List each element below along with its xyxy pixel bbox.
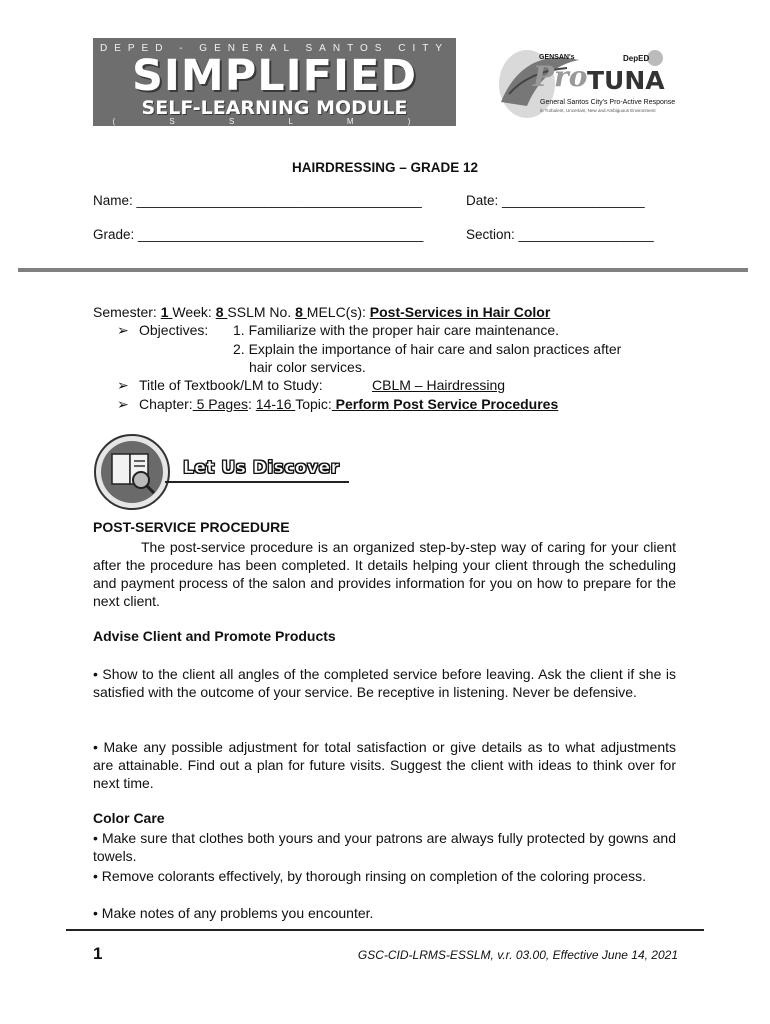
objective-2-cont: hair color services. xyxy=(249,359,366,375)
discover-title: Let Us Discover xyxy=(183,458,340,478)
topic-value: Perform Post Service Procedures xyxy=(331,396,559,412)
banner-acronym: ( S S L M ) xyxy=(112,117,437,126)
name-field[interactable]: Name: ______________________________________ xyxy=(93,193,422,208)
chapter-value: 5 xyxy=(192,396,209,412)
advise-bullet-2: • Make any possible adjustment for total satisfaction or give details as to what adjustments are attainable. Find out a plan for future visits. Suggest the client with ideas to think over for next time. xyxy=(93,739,676,791)
section-field[interactable]: Section: __________________ xyxy=(466,227,654,242)
grade-field[interactable]: Grade: ______________________________________ xyxy=(93,227,424,242)
banner-top-text: DEPED - GENERAL SANTOS CITY xyxy=(99,43,450,54)
date-field[interactable]: Date: ___________________ xyxy=(466,193,645,208)
objectives-line xyxy=(117,322,208,339)
sslm-label: SSLM No. xyxy=(227,304,296,320)
melc-label: MELC(s): xyxy=(306,304,370,320)
pages-value: 14-16 xyxy=(255,396,296,412)
semester-label: Semester: xyxy=(93,304,161,320)
heading-advise-client: Advise Client and Promote Products xyxy=(93,628,336,644)
objectives-label: Objectives: xyxy=(139,322,209,338)
arrow-bullet-icon: ➢ xyxy=(117,377,129,393)
semester-line xyxy=(93,304,550,320)
discover-book-icon xyxy=(93,433,171,511)
color-care-item-1: • Make sure that clothes both yours and your patrons are always fully protected by gowns and towels. xyxy=(93,830,676,864)
header-divider xyxy=(18,268,748,272)
sslm-value: 8 xyxy=(295,304,307,320)
semester-value: 1 xyxy=(160,304,173,320)
banner-title: SIMPLIFIED xyxy=(131,51,418,101)
footer-divider xyxy=(66,929,704,931)
discover-underline xyxy=(165,481,349,483)
week-label: Week: xyxy=(172,304,216,320)
logo-pro: Pro xyxy=(533,60,588,93)
logo-gensan: GENSAN's xyxy=(539,54,575,61)
chapter-label: Chapter: xyxy=(139,396,193,412)
color-care-item-2: • Remove colorants effectively, by thorough rinsing on completion of the coloring process. xyxy=(93,868,647,884)
footer-document-code: GSC-CID-LRMS-ESSLM, v.r. 03.00, Effective June 14, 2021 xyxy=(357,948,678,962)
objective-1: 1. Familiarize with the proper hair care maintenance. xyxy=(233,322,560,338)
arrow-bullet-icon: ➢ xyxy=(117,322,129,338)
post-service-paragraph: The post-service procedure is an organized step-by-step way of caring for your client after the procedure has been completed. It details helping your client through the scheduling and payment process of the salon and provides information for you on how to prepare for the next client. xyxy=(93,539,676,609)
chapter-line: ➢ Chapter: 5 Pages: 14-16 Topic: Perform Post Service Procedures xyxy=(117,396,559,412)
logo-tagline: General Santos City's Pro-Active Response xyxy=(540,99,676,106)
pages-label: Pages xyxy=(208,396,248,412)
logo-tagline-2: in Turbulent, Uncertain, New and Ambiguous Environment xyxy=(540,108,656,113)
arrow-bullet-icon: ➢ xyxy=(117,396,129,412)
sslm-banner xyxy=(93,38,456,126)
textbook-line xyxy=(117,377,323,394)
color-care-item-3: • Make notes of any problems you encounter. xyxy=(93,905,374,921)
heading-post-service: POST-SERVICE PROCEDURE xyxy=(93,519,290,535)
heading-color-care: Color Care xyxy=(93,810,165,826)
logo-deped: DepED xyxy=(623,54,650,63)
advise-bullet-1: • Show to the client all angles of the completed service before leaving. Ask the client if she is satisfied with the outcome of your service. Be receptive in listening. Never be defensive. xyxy=(93,666,676,700)
page-number: 1 xyxy=(93,944,103,963)
logo-tuna: TUNA xyxy=(587,66,665,95)
protuna-logo xyxy=(487,42,677,124)
textbook-value: CBLM – Hairdressing xyxy=(372,377,506,393)
topic-label: Topic: xyxy=(295,396,332,412)
objective-2: 2. Explain the importance of hair care and salon practices after xyxy=(233,341,622,357)
document-title: HAIRDRESSING – GRADE 12 xyxy=(291,160,479,175)
banner-subtitle: SELF-LEARNING MODULE xyxy=(141,97,408,119)
textbook-label: Title of Textbook/LM to Study: xyxy=(139,377,323,393)
melc-value: Post-Services in Hair Color xyxy=(369,304,551,320)
week-value: 8 xyxy=(215,304,228,320)
